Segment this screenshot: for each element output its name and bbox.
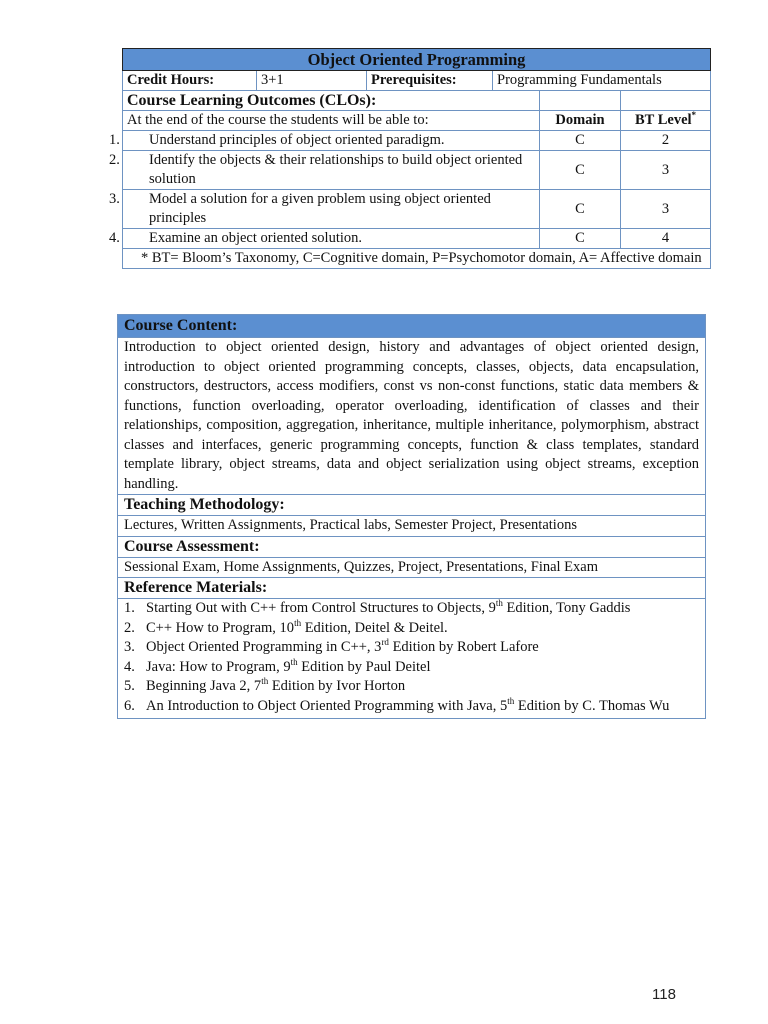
reference-list-cell [118, 599, 706, 719]
domain-header: Domain [540, 111, 621, 131]
reference-materials-header: Reference Materials: [118, 578, 706, 599]
empty-cell [621, 91, 711, 111]
course-assessment-header: Course Assessment: [118, 536, 706, 557]
clo-bt-level: 3 [621, 190, 711, 229]
course-assessment-text: Sessional Exam, Home Assignments, Quizzes, Project, Presentations, Final Exam [118, 557, 706, 578]
teaching-methodology-header: Teaching Methodology: [118, 495, 706, 516]
clo-domain: C [540, 131, 621, 151]
empty-cell [540, 91, 621, 111]
reference-item: 1. Starting Out with C++ from Control Structures to Objects, 9th Edition, Tony Gaddis [124, 598, 631, 616]
clo-row: 3. Model a solution for a given problem using object oriented principles C 3 [123, 190, 711, 229]
credit-hours-label: Credit Hours: [123, 71, 257, 91]
reference-item: 2. C++ How to Program, 10th Edition, Deitel & Deitel. [124, 617, 448, 636]
clo-bt-level: 4 [621, 229, 711, 249]
clo-bt-level: 2 [621, 131, 711, 151]
clo-domain: C [540, 151, 621, 190]
credit-hours-value: 3+1 [257, 71, 367, 91]
prerequisites-value: Programming Fundamentals [493, 71, 711, 91]
page-number: 118 [652, 986, 676, 1003]
clo-domain: C [540, 190, 621, 229]
clo-intro: At the end of the course the students will be able to: [123, 111, 540, 131]
reference-item: 3. Object Oriented Programming in C++, 3rd Edition by Robert Lafore [124, 637, 539, 655]
course-content-header: Course Content: [118, 315, 706, 338]
clo-bt-level: 3 [621, 151, 711, 190]
clo-row: 4. Examine an object oriented solution. C 4 [123, 229, 711, 249]
reference-item: 5. Beginning Java 2, 7th Edition by Ivor Horton [124, 676, 406, 694]
clo-domain: C [540, 229, 621, 249]
teaching-methodology-text: Lectures, Written Assignments, Practical labs, Semester Project, Presentations [118, 516, 706, 537]
course-info-table [109, 48, 711, 269]
clo-row: 1. Understand principles of object oriented paradigm. C 2 [123, 131, 711, 151]
course-content-text: Introduction to object oriented design, history and advantages of object oriented design, introduction to object oriented programming concepts, classes, objects, data encapsulation, constructors, destructors, access modifiers, const vs non-const functions, static data members & functions, function overloading, operator overloading, identification of classes and their relationships, composition, aggregation, inheritance, multiple inheritance, polymorphism, abstract classes and interfaces, generic programming concepts, function & class templates, standard template library, object streams, data and object serialization using object streams, exception handling. [118, 338, 706, 495]
clo-row: 2. Identify the objects & their relationships to build object oriented solution C 3 [123, 151, 711, 190]
bt-level-header: BT Level* [621, 111, 711, 131]
prerequisites-label: Prerequisites: [367, 71, 493, 91]
reference-item: 4. Java: How to Program, 9th Edition by Paul Deitel [124, 656, 431, 675]
bt-footnote: * BT= Bloom’s Taxonomy, C=Cognitive domain, P=Psychomotor domain, A= Affective domain [123, 249, 711, 269]
reference-list [124, 599, 699, 716]
course-title: Object Oriented Programming [123, 49, 711, 71]
reference-item: 6. An Introduction to Object Oriented Programming with Java, 5th Edition by C. Thomas Wu [124, 695, 670, 714]
clo-header: Course Learning Outcomes (CLOs): [123, 91, 540, 111]
course-details-table [117, 314, 706, 719]
